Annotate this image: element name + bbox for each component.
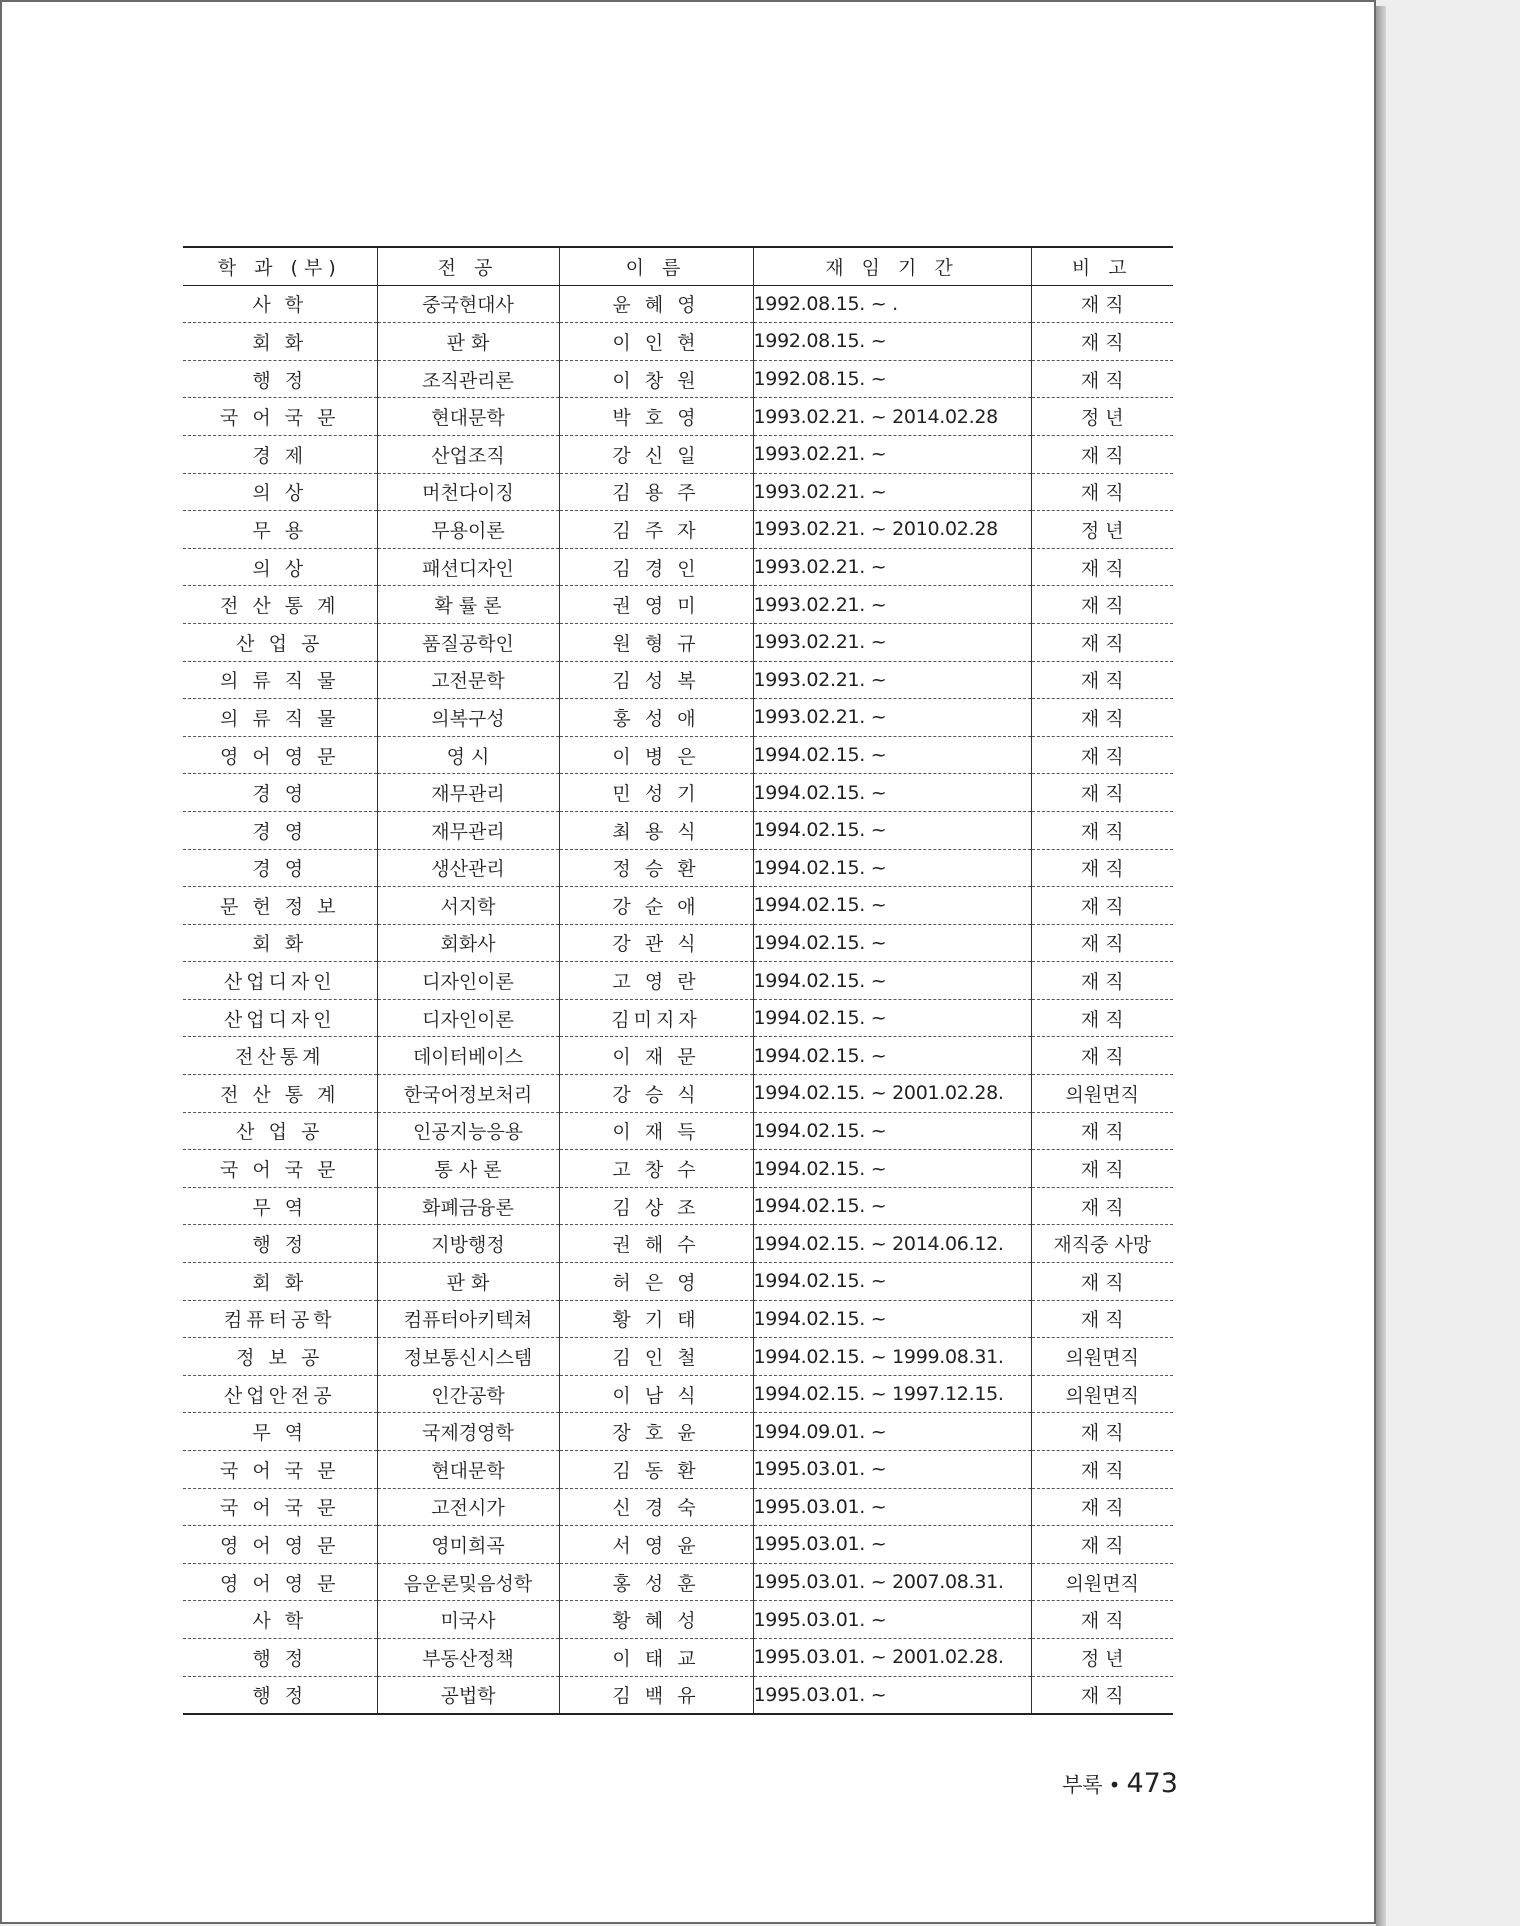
cell-note: 재 직 xyxy=(1031,962,1173,1000)
table-row xyxy=(183,887,1173,925)
table-row xyxy=(183,1676,1173,1714)
cell-name: 이 병 은 xyxy=(559,736,753,774)
cell-note: 재 직 xyxy=(1031,586,1173,624)
cell-note: 정 년 xyxy=(1031,1638,1173,1676)
cell-major: 서지학 xyxy=(377,887,559,925)
page-footer xyxy=(1042,1768,1178,1799)
page-edge-shadow xyxy=(1376,6,1386,1926)
cell-dept: 산 업 공 xyxy=(183,623,377,661)
cell-major: 공법학 xyxy=(377,1676,559,1714)
cell-name: 최 용 식 xyxy=(559,811,753,849)
cell-period: 1994.02.15. ~ xyxy=(753,736,1031,774)
cell-dept: 의 류 직 물 xyxy=(183,699,377,737)
header-name: 이 름 xyxy=(559,247,753,285)
cell-period: 1994.02.15. ~ xyxy=(753,1187,1031,1225)
cell-note: 재 직 xyxy=(1031,1451,1173,1489)
cell-period: 1994.02.15. ~ xyxy=(753,811,1031,849)
cell-period: 1995.03.01. ~ xyxy=(753,1526,1031,1564)
cell-major: 현대문학 xyxy=(377,1451,559,1489)
cell-dept: 회 화 xyxy=(183,323,377,361)
cell-note: 재 직 xyxy=(1031,699,1173,737)
cell-note: 재 직 xyxy=(1031,435,1173,473)
cell-period: 1995.03.01. ~ xyxy=(753,1676,1031,1714)
cell-name: 박 호 영 xyxy=(559,398,753,436)
cell-major: 판 화 xyxy=(377,1263,559,1301)
cell-note: 재 직 xyxy=(1031,1112,1173,1150)
cell-name: 김미지자 xyxy=(559,999,753,1037)
cell-major: 중국현대사 xyxy=(377,285,559,323)
cell-note: 의원면직 xyxy=(1031,1338,1173,1376)
cell-name: 권 영 미 xyxy=(559,586,753,624)
table-row xyxy=(183,1037,1173,1075)
cell-period: 1993.02.21. ~ xyxy=(753,623,1031,661)
cell-dept: 산 업 공 xyxy=(183,1112,377,1150)
header-dept: 학 과 (부) xyxy=(183,247,377,285)
cell-name: 고 창 수 xyxy=(559,1150,753,1188)
cell-name: 황 혜 성 xyxy=(559,1601,753,1639)
cell-dept: 행 정 xyxy=(183,1638,377,1676)
cell-name: 장 호 윤 xyxy=(559,1413,753,1451)
cell-dept: 정 보 공 xyxy=(183,1338,377,1376)
cell-period: 1994.02.15. ~ xyxy=(753,1037,1031,1075)
cell-major: 부동산정책 xyxy=(377,1638,559,1676)
cell-name: 고 영 란 xyxy=(559,962,753,1000)
cell-major: 컴퓨터아키텍쳐 xyxy=(377,1300,559,1338)
table-row xyxy=(183,1150,1173,1188)
table-row xyxy=(183,1526,1173,1564)
cell-period: 1993.02.21. ~ xyxy=(753,473,1031,511)
cell-note: 재 직 xyxy=(1031,1187,1173,1225)
cell-major: 확 률 론 xyxy=(377,586,559,624)
table-row xyxy=(183,1375,1173,1413)
cell-period: 1994.02.15. ~ 2014.06.12. xyxy=(753,1225,1031,1263)
cell-name: 김 성 복 xyxy=(559,661,753,699)
cell-period: 1994.02.15. ~ xyxy=(753,774,1031,812)
cell-dept: 국 어 국 문 xyxy=(183,1488,377,1526)
cell-period: 1992.08.15. ~ xyxy=(753,360,1031,398)
cell-period: 1994.02.15. ~ xyxy=(753,887,1031,925)
table-header-row xyxy=(183,247,1173,285)
table-row xyxy=(183,360,1173,398)
table-row xyxy=(183,962,1173,1000)
cell-note: 재 직 xyxy=(1031,774,1173,812)
table-row xyxy=(183,774,1173,812)
footer-section-label: 부록 xyxy=(1062,1773,1103,1797)
cell-name: 김 주 자 xyxy=(559,511,753,549)
table-row xyxy=(183,1638,1173,1676)
cell-note: 재 직 xyxy=(1031,1300,1173,1338)
cell-note: 재 직 xyxy=(1031,1413,1173,1451)
cell-major: 국제경영학 xyxy=(377,1413,559,1451)
cell-major: 무용이론 xyxy=(377,511,559,549)
table-row xyxy=(183,1451,1173,1489)
cell-period: 1994.02.15. ~ xyxy=(753,962,1031,1000)
cell-dept: 영 어 영 문 xyxy=(183,736,377,774)
cell-major: 인간공학 xyxy=(377,1375,559,1413)
cell-period: 1994.02.15. ~ xyxy=(753,849,1031,887)
cell-name: 서 영 윤 xyxy=(559,1526,753,1564)
cell-major: 품질공학인 xyxy=(377,623,559,661)
cell-name: 이 창 원 xyxy=(559,360,753,398)
cell-period: 1993.02.21. ~ xyxy=(753,548,1031,586)
cell-note: 재 직 xyxy=(1031,623,1173,661)
cell-period: 1992.08.15. ~ . xyxy=(753,285,1031,323)
cell-note: 재 직 xyxy=(1031,1150,1173,1188)
table-row xyxy=(183,1413,1173,1451)
cell-name: 강 순 애 xyxy=(559,887,753,925)
cell-note: 재 직 xyxy=(1031,1676,1173,1714)
cell-note: 재 직 xyxy=(1031,323,1173,361)
cell-name: 이 재 문 xyxy=(559,1037,753,1075)
table-body xyxy=(183,285,1173,1714)
cell-period: 1993.02.21. ~ xyxy=(753,699,1031,737)
cell-name: 김 동 환 xyxy=(559,1451,753,1489)
cell-period: 1994.09.01. ~ xyxy=(753,1413,1031,1451)
cell-dept: 행 정 xyxy=(183,1225,377,1263)
cell-name: 이 재 득 xyxy=(559,1112,753,1150)
table-row xyxy=(183,511,1173,549)
faculty-roster-table xyxy=(183,246,1173,1715)
cell-major: 한국어정보처리 xyxy=(377,1075,559,1113)
cell-dept: 산업디자인 xyxy=(183,999,377,1037)
cell-dept: 의 류 직 물 xyxy=(183,661,377,699)
cell-note: 의원면직 xyxy=(1031,1075,1173,1113)
table-row xyxy=(183,924,1173,962)
cell-period: 1995.03.01. ~ xyxy=(753,1488,1031,1526)
cell-major: 고전시가 xyxy=(377,1488,559,1526)
cell-major: 생산관리 xyxy=(377,849,559,887)
cell-period: 1994.02.15. ~ xyxy=(753,1112,1031,1150)
table-row xyxy=(183,661,1173,699)
cell-period: 1994.02.15. ~ 2001.02.28. xyxy=(753,1075,1031,1113)
cell-note: 재 직 xyxy=(1031,999,1173,1037)
cell-major: 영미희곡 xyxy=(377,1526,559,1564)
cell-dept: 경 제 xyxy=(183,435,377,473)
table-row xyxy=(183,1338,1173,1376)
cell-note: 재 직 xyxy=(1031,849,1173,887)
cell-note: 재 직 xyxy=(1031,661,1173,699)
cell-major: 조직관리론 xyxy=(377,360,559,398)
header-period: 재 임 기 간 xyxy=(753,247,1031,285)
cell-major: 머천다이징 xyxy=(377,473,559,511)
cell-major: 정보통신시스템 xyxy=(377,1338,559,1376)
table-row xyxy=(183,1601,1173,1639)
header-note: 비 고 xyxy=(1031,247,1173,285)
cell-name: 정 승 환 xyxy=(559,849,753,887)
cell-major: 음운론및음성학 xyxy=(377,1563,559,1601)
cell-name: 홍 성 애 xyxy=(559,699,753,737)
cell-dept: 경 영 xyxy=(183,774,377,812)
cell-dept: 전산통계 xyxy=(183,1037,377,1075)
cell-period: 1995.03.01. ~ xyxy=(753,1601,1031,1639)
cell-major: 통 사 론 xyxy=(377,1150,559,1188)
table-row xyxy=(183,435,1173,473)
cell-note: 정 년 xyxy=(1031,398,1173,436)
cell-note: 의원면직 xyxy=(1031,1563,1173,1601)
cell-period: 1995.03.01. ~ 2001.02.28. xyxy=(753,1638,1031,1676)
cell-period: 1994.02.15. ~ xyxy=(753,1150,1031,1188)
cell-dept: 무 역 xyxy=(183,1413,377,1451)
cell-dept: 경 영 xyxy=(183,811,377,849)
cell-period: 1994.02.15. ~ xyxy=(753,999,1031,1037)
cell-major: 고전문학 xyxy=(377,661,559,699)
cell-name: 강 신 일 xyxy=(559,435,753,473)
cell-name: 김 백 유 xyxy=(559,1676,753,1714)
cell-period: 1995.03.01. ~ 2007.08.31. xyxy=(753,1563,1031,1601)
cell-dept: 사 학 xyxy=(183,285,377,323)
cell-dept: 문 헌 정 보 xyxy=(183,887,377,925)
cell-period: 1993.02.21. ~ xyxy=(753,661,1031,699)
cell-major: 회화사 xyxy=(377,924,559,962)
cell-name: 허 은 영 xyxy=(559,1263,753,1301)
table-row xyxy=(183,849,1173,887)
table-row xyxy=(183,323,1173,361)
cell-major: 데이터베이스 xyxy=(377,1037,559,1075)
cell-period: 1993.02.21. ~ 2014.02.28 xyxy=(753,398,1031,436)
cell-major: 지방행정 xyxy=(377,1225,559,1263)
cell-dept: 국 어 국 문 xyxy=(183,1451,377,1489)
cell-name: 이 태 교 xyxy=(559,1638,753,1676)
cell-name: 김 경 인 xyxy=(559,548,753,586)
cell-dept: 국 어 국 문 xyxy=(183,1150,377,1188)
cell-dept: 사 학 xyxy=(183,1601,377,1639)
cell-name: 윤 혜 영 xyxy=(559,285,753,323)
cell-major: 재무관리 xyxy=(377,811,559,849)
cell-dept: 산업안전공 xyxy=(183,1375,377,1413)
cell-name: 홍 성 훈 xyxy=(559,1563,753,1601)
table-row xyxy=(183,1112,1173,1150)
cell-dept: 의 상 xyxy=(183,548,377,586)
cell-name: 김 상 조 xyxy=(559,1187,753,1225)
cell-period: 1994.02.15. ~ 1999.08.31. xyxy=(753,1338,1031,1376)
cell-major: 화폐금융론 xyxy=(377,1187,559,1225)
table-row xyxy=(183,398,1173,436)
cell-period: 1994.02.15. ~ xyxy=(753,1263,1031,1301)
cell-dept: 전 산 통 계 xyxy=(183,1075,377,1113)
cell-period: 1994.02.15. ~ xyxy=(753,924,1031,962)
cell-name: 민 성 기 xyxy=(559,774,753,812)
cell-note: 재 직 xyxy=(1031,1263,1173,1301)
cell-note: 재 직 xyxy=(1031,360,1173,398)
cell-major: 디자인이론 xyxy=(377,999,559,1037)
cell-period: 1993.02.21. ~ xyxy=(753,586,1031,624)
page-number: 473 xyxy=(1126,1768,1178,1799)
cell-dept: 회 화 xyxy=(183,1263,377,1301)
cell-dept: 무 역 xyxy=(183,1187,377,1225)
cell-period: 1995.03.01. ~ xyxy=(753,1451,1031,1489)
cell-dept: 의 상 xyxy=(183,473,377,511)
cell-name: 김 용 주 xyxy=(559,473,753,511)
cell-major: 영 시 xyxy=(377,736,559,774)
cell-dept: 회 화 xyxy=(183,924,377,962)
footer-separator: • xyxy=(1108,1773,1121,1797)
table-row xyxy=(183,1075,1173,1113)
table-row xyxy=(183,1263,1173,1301)
cell-note: 재 직 xyxy=(1031,811,1173,849)
cell-major: 판 화 xyxy=(377,323,559,361)
cell-major: 의복구성 xyxy=(377,699,559,737)
table-row xyxy=(183,1300,1173,1338)
cell-name: 원 형 규 xyxy=(559,623,753,661)
cell-name: 황 기 태 xyxy=(559,1300,753,1338)
cell-dept: 무 용 xyxy=(183,511,377,549)
cell-dept: 영 어 영 문 xyxy=(183,1563,377,1601)
cell-period: 1994.02.15. ~ xyxy=(753,1300,1031,1338)
cell-note: 정 년 xyxy=(1031,511,1173,549)
cell-dept: 산업디자인 xyxy=(183,962,377,1000)
cell-major: 미국사 xyxy=(377,1601,559,1639)
table-row xyxy=(183,623,1173,661)
cell-major: 산업조직 xyxy=(377,435,559,473)
cell-note: 재 직 xyxy=(1031,285,1173,323)
table-row xyxy=(183,699,1173,737)
cell-note: 재 직 xyxy=(1031,473,1173,511)
cell-name: 신 경 숙 xyxy=(559,1488,753,1526)
cell-major: 현대문학 xyxy=(377,398,559,436)
table-row xyxy=(183,999,1173,1037)
table-row xyxy=(183,1563,1173,1601)
cell-major: 패션디자인 xyxy=(377,548,559,586)
table-row xyxy=(183,548,1173,586)
cell-dept: 국 어 국 문 xyxy=(183,398,377,436)
table-row xyxy=(183,1225,1173,1263)
cell-name: 김 인 철 xyxy=(559,1338,753,1376)
table-row xyxy=(183,736,1173,774)
cell-note: 재 직 xyxy=(1031,924,1173,962)
cell-name: 강 관 식 xyxy=(559,924,753,962)
cell-name: 이 남 식 xyxy=(559,1375,753,1413)
cell-note: 재 직 xyxy=(1031,548,1173,586)
cell-dept: 컴퓨터공학 xyxy=(183,1300,377,1338)
cell-dept: 행 정 xyxy=(183,360,377,398)
cell-dept: 경 영 xyxy=(183,849,377,887)
table-row xyxy=(183,285,1173,323)
table-row xyxy=(183,811,1173,849)
cell-dept: 영 어 영 문 xyxy=(183,1526,377,1564)
cell-note: 재 직 xyxy=(1031,1488,1173,1526)
table-row xyxy=(183,586,1173,624)
cell-name: 강 승 식 xyxy=(559,1075,753,1113)
cell-period: 1993.02.21. ~ 2010.02.28 xyxy=(753,511,1031,549)
cell-note: 의원면직 xyxy=(1031,1375,1173,1413)
cell-note: 재직중 사망 xyxy=(1031,1225,1173,1263)
cell-name: 이 인 현 xyxy=(559,323,753,361)
cell-name: 권 해 수 xyxy=(559,1225,753,1263)
cell-dept: 전 산 통 계 xyxy=(183,586,377,624)
cell-major: 인공지능응용 xyxy=(377,1112,559,1150)
table-row xyxy=(183,1488,1173,1526)
table-row xyxy=(183,473,1173,511)
cell-period: 1993.02.21. ~ xyxy=(753,435,1031,473)
cell-note: 재 직 xyxy=(1031,1601,1173,1639)
header-major: 전 공 xyxy=(377,247,559,285)
table-row xyxy=(183,1187,1173,1225)
cell-note: 재 직 xyxy=(1031,1526,1173,1564)
cell-note: 재 직 xyxy=(1031,1037,1173,1075)
cell-major: 디자인이론 xyxy=(377,962,559,1000)
cell-note: 재 직 xyxy=(1031,736,1173,774)
cell-major: 재무관리 xyxy=(377,774,559,812)
cell-period: 1992.08.15. ~ xyxy=(753,323,1031,361)
cell-note: 재 직 xyxy=(1031,887,1173,925)
cell-period: 1994.02.15. ~ 1997.12.15. xyxy=(753,1375,1031,1413)
cell-dept: 행 정 xyxy=(183,1676,377,1714)
